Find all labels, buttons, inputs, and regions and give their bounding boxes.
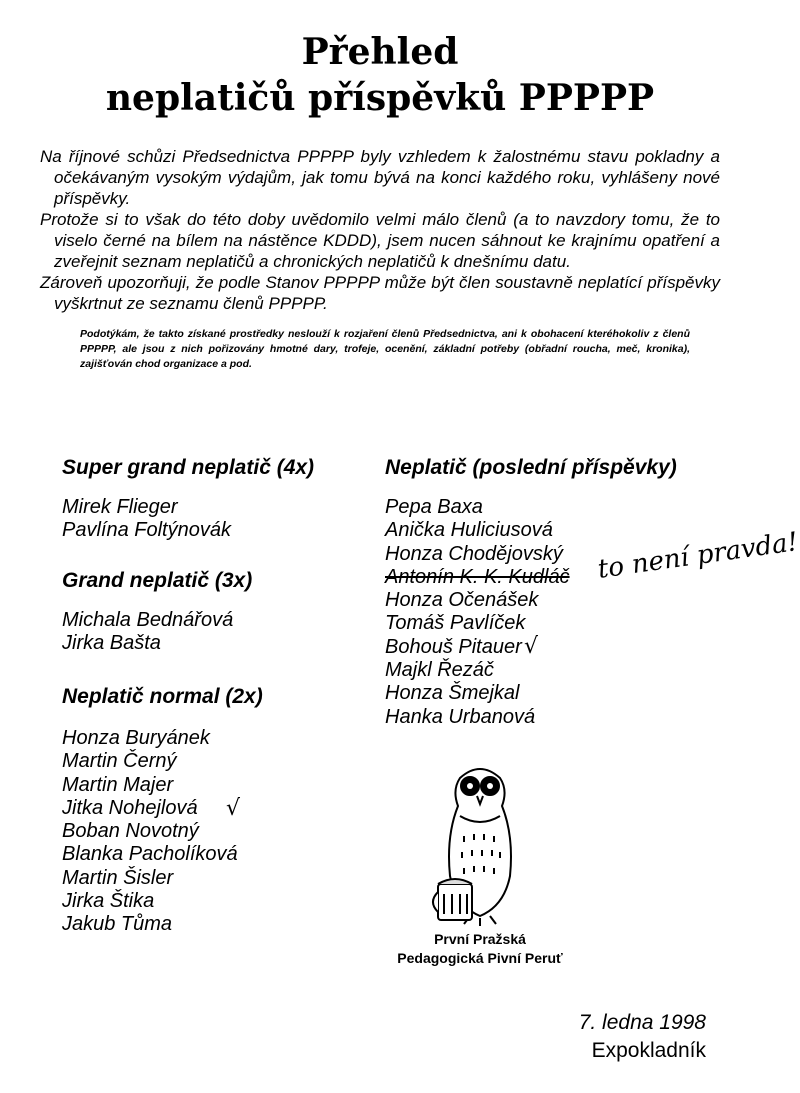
intro-paragraph: Zároveň upozorňuji, že podle Stanov PPPPP může být člen soustavně neplatící příspěvky vyškrtnut ze seznamu členů PPPPP. bbox=[40, 273, 720, 313]
intro-paragraph: Na říjnové schůzi Předsednictva PPPPP byly vzhledem k žalostnému stavu pokladny a očekávaným vysokým výdajům, jak tomu bývá na konci každého roku, vyhlášeny nové příspěvky. bbox=[40, 147, 720, 208]
list-item: Jirka Štika bbox=[62, 890, 155, 913]
list-item: Boban Novotný bbox=[62, 820, 199, 843]
heading-normal: Neplatič normal (2x) bbox=[62, 685, 263, 708]
list-item: Honza Šmejkal bbox=[385, 682, 520, 705]
list-item: Michala Bednářová bbox=[62, 609, 234, 631]
list-item: Bohouš Pitauer bbox=[385, 635, 522, 658]
list-item: Jitka Nohejlová bbox=[62, 796, 198, 819]
organization-name-line1: První Pražská bbox=[434, 931, 526, 947]
list-item: Majkl Řezáč bbox=[385, 659, 494, 682]
list-last bbox=[385, 496, 570, 729]
document-title: Přehled bbox=[301, 31, 459, 73]
heading-last: Neplatič (poslední příspěvky) bbox=[385, 456, 677, 479]
list-item: Jakub Tůma bbox=[62, 913, 173, 936]
intro-text bbox=[40, 146, 720, 314]
list-item: Honza Očenášek bbox=[385, 589, 539, 612]
list-item: Pavlína Foltýnovák bbox=[62, 519, 231, 542]
organization-name-line2: Pedagogická Pivní Peruť bbox=[397, 950, 563, 966]
owl-logo-icon bbox=[430, 756, 530, 926]
list-item: Honza Chodějovský bbox=[385, 542, 563, 565]
signature: Expokladník bbox=[591, 1039, 706, 1062]
list-item: Blanka Pacholíková bbox=[62, 843, 238, 866]
checkmark-icon: √ bbox=[226, 796, 241, 821]
list-item: Mirek Flieger bbox=[62, 496, 178, 518]
document-date: 7. ledna 1998 bbox=[578, 1011, 706, 1034]
list-item: Martin Černý bbox=[62, 750, 177, 773]
list-item: Anička Huliciusová bbox=[385, 519, 553, 542]
handwritten-note: to není pravda! bbox=[595, 527, 800, 585]
heading-grand: Grand neplatič (3x) bbox=[62, 569, 253, 592]
list-item: Hanka Urbanová bbox=[385, 705, 536, 728]
list-item: Pepa Baxa bbox=[385, 496, 483, 518]
footnote-text: Podotýkám, že takto získané prostředky neslouží k rozjaření členů Předsednictva, ani k obohacení kteréhokoliv z členů PPPPP, ale jsou z nich pořizovány hmotné dary, trofeje, ocenění, základní potřeby (obřadní roucha, meč, kronika), zajišťován chod organizace a pod. bbox=[80, 328, 690, 370]
document-subtitle: neplatičů příspěvků PPPPP bbox=[105, 77, 655, 119]
list-item-struck: Antonín K. K. Kudláč bbox=[385, 565, 570, 588]
intro-paragraph: Protože si to však do této doby uvědomilo velmi málo členů (a to navzdory tomu, že to viselo černé na bílem na nástěnce KDDD), jsem nucen sáhnout ke krajnímu opatření a zveřejnit seznam neplatičů a chronických neplatičů k dnešnímu datu. bbox=[40, 210, 720, 271]
checkmark-icon: √ bbox=[524, 634, 539, 659]
list-item: Tomáš Pavlíček bbox=[385, 612, 526, 635]
list-super-grand bbox=[62, 496, 231, 543]
list-item: Martin Majer bbox=[62, 773, 174, 796]
list-grand bbox=[62, 609, 233, 656]
list-item: Jirka Bašta bbox=[62, 632, 161, 655]
list-item: Honza Buryánek bbox=[62, 727, 210, 749]
list-item: Martin Šisler bbox=[62, 866, 174, 889]
heading-super-grand: Super grand neplatič (4x) bbox=[62, 456, 315, 479]
list-normal bbox=[62, 727, 241, 937]
